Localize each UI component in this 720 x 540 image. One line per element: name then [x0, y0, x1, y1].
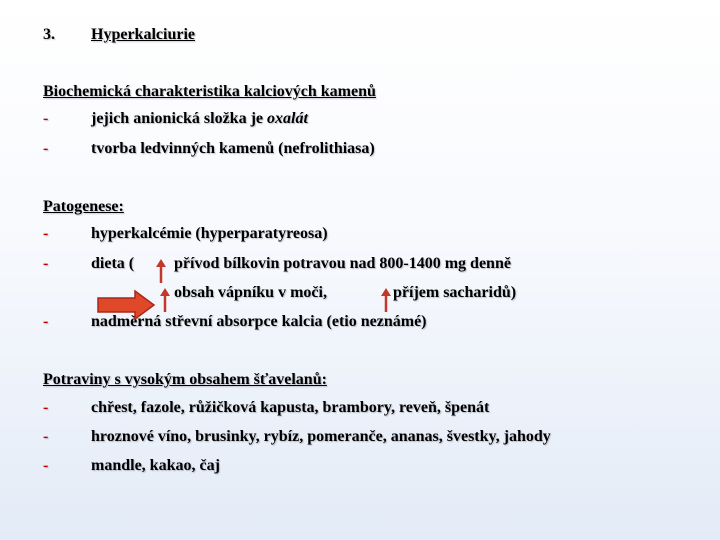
bullet: -: [43, 225, 49, 242]
bullet: -: [43, 399, 49, 416]
arrow-up-icon: [155, 258, 167, 284]
bullet: -: [43, 428, 49, 445]
list-item-text: tvorba ledvinných kamenů (nefrolithiasa): [91, 140, 375, 157]
arrow-up-icon: [380, 287, 392, 313]
list-item-text: chřest, fazole, růžičková kapusta, brambory, reveň, špenát: [91, 399, 490, 416]
section-heading-pathogenesis: Patogenese:: [43, 198, 124, 215]
bullet: -: [43, 457, 49, 474]
bullet: -: [43, 255, 49, 272]
list-item-text: nadměrná střevní absorpce kalcia (etio neznámé): [91, 313, 427, 330]
list-item-text: jejich anionická složka je oxalát: [91, 110, 308, 127]
arrow-up-icon: [159, 287, 171, 313]
list-item-text: mandle, kakao, čaj: [91, 457, 220, 474]
section-heading-foods: Potraviny s vysokým obsahem šťavelanů:: [43, 371, 327, 388]
list-item-text: přívod bílkovin potravou nad 800-1400 mg denně: [174, 255, 511, 272]
bullet: -: [43, 110, 49, 127]
list-item-text: obsah vápníku v moči,: [174, 284, 327, 301]
slide-number: 3.: [43, 26, 55, 43]
emphasis-oxalat: oxalát: [267, 110, 308, 127]
arrow-right-icon: [97, 290, 155, 320]
list-item-text: příjem sacharidů): [393, 284, 517, 301]
list-item-text: hroznové víno, brusinky, rybíz, pomeranče, ananas, švestky, jahody: [91, 428, 551, 445]
list-item-text: dieta (: [91, 255, 135, 272]
list-item-text: hyperkalcémie (hyperparatyreosa): [91, 225, 328, 242]
bullet: -: [43, 140, 49, 157]
slide-title: Hyperkalciurie: [91, 26, 195, 43]
bullet: -: [43, 313, 49, 330]
section-heading-biochemistry: Biochemická charakteristika kalciových kamenů: [43, 83, 376, 100]
